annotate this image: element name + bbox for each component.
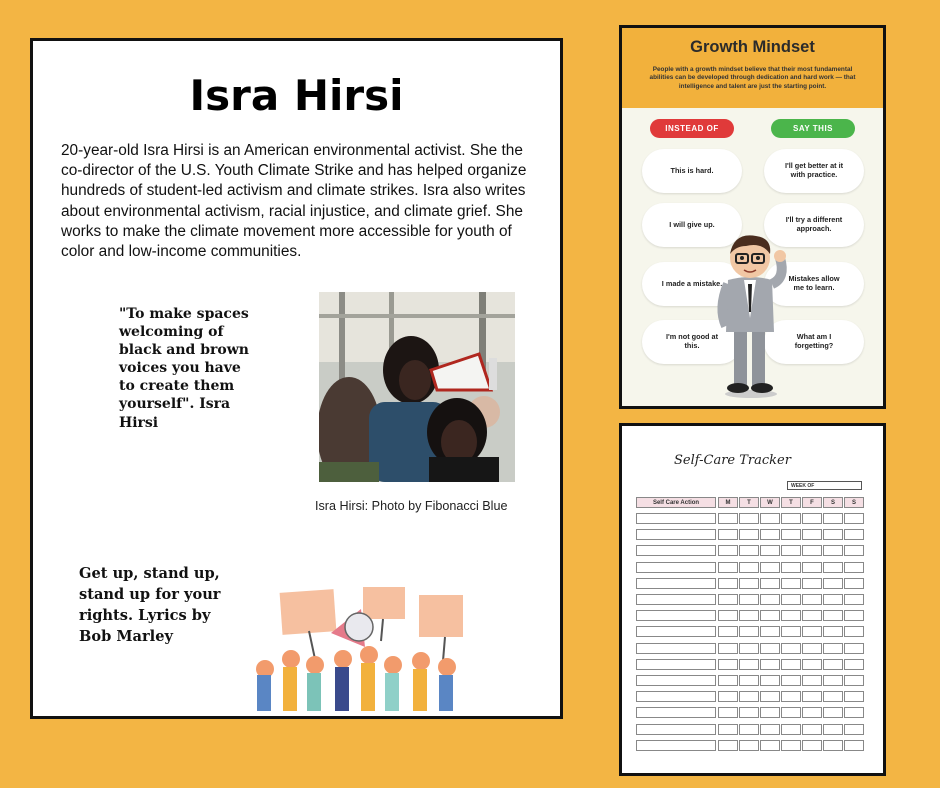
action-cell[interactable] [636, 610, 716, 621]
action-cell[interactable] [636, 545, 716, 556]
day-checkbox-cell[interactable] [760, 562, 780, 573]
day-checkbox-cell[interactable] [802, 562, 822, 573]
day-checkbox-cell[interactable] [802, 740, 822, 751]
day-checkbox-cell[interactable] [823, 659, 843, 670]
day-checkbox-cell[interactable] [760, 578, 780, 589]
day-checkbox-cell[interactable] [718, 562, 738, 573]
action-column-header: Self Care Action [636, 497, 716, 508]
instead-of-pill: INSTEAD OF [650, 119, 734, 138]
day-checkbox-cell[interactable] [781, 594, 801, 605]
day-checkbox-cell[interactable] [718, 513, 738, 524]
day-checkbox-cell[interactable] [739, 707, 759, 718]
instead-bubble: This is hard. [642, 149, 742, 193]
day-checkbox-cell[interactable] [739, 562, 759, 573]
day-checkbox-cell[interactable] [844, 675, 864, 686]
day-checkbox-cell[interactable] [802, 545, 822, 556]
day-checkbox-cell[interactable] [844, 724, 864, 735]
day-checkbox-cell[interactable] [823, 610, 843, 621]
bio-quote: "To make spaces welcoming of black and brown voices you have to create them yourself". Isra Hirsi [119, 306, 249, 431]
day-checkbox-cell[interactable] [718, 545, 738, 556]
day-checkbox-cell[interactable] [739, 529, 759, 540]
day-checkbox-cell[interactable] [718, 594, 738, 605]
action-cell[interactable] [636, 707, 716, 718]
instead-bubble: I made a mistake. [642, 262, 742, 306]
action-cell[interactable] [636, 740, 716, 751]
day-checkbox-cell[interactable] [718, 578, 738, 589]
cartoon-figure [706, 228, 796, 398]
day-checkbox-cell[interactable] [802, 594, 822, 605]
day-checkbox-cell[interactable] [739, 675, 759, 686]
day-checkbox-cell[interactable] [823, 562, 843, 573]
day-checkbox-cell[interactable] [781, 724, 801, 735]
day-column-header: M [718, 497, 738, 508]
growth-mindset-title: Growth Mindset [690, 38, 815, 56]
day-checkbox-cell[interactable] [760, 594, 780, 605]
day-checkbox-cell[interactable] [781, 659, 801, 670]
day-checkbox-cell[interactable] [718, 626, 738, 637]
day-checkbox-cell[interactable] [823, 513, 843, 524]
day-checkbox-cell[interactable] [844, 626, 864, 637]
day-checkbox-cell[interactable] [718, 740, 738, 751]
day-checkbox-cell[interactable] [739, 610, 759, 621]
say-bubble: What am I forgetting? [764, 320, 864, 364]
day-checkbox-cell[interactable] [718, 610, 738, 621]
day-column-header: F [802, 497, 822, 508]
day-checkbox-cell[interactable] [844, 529, 864, 540]
day-checkbox-cell[interactable] [739, 578, 759, 589]
day-checkbox-cell[interactable] [739, 724, 759, 735]
day-checkbox-cell[interactable] [739, 691, 759, 702]
day-checkbox-cell[interactable] [823, 594, 843, 605]
action-cell[interactable] [636, 626, 716, 637]
day-checkbox-cell[interactable] [844, 740, 864, 751]
day-checkbox-cell[interactable] [781, 675, 801, 686]
day-checkbox-cell[interactable] [823, 691, 843, 702]
day-checkbox-cell[interactable] [760, 626, 780, 637]
day-checkbox-cell[interactable] [760, 545, 780, 556]
day-checkbox-cell[interactable] [823, 643, 843, 654]
day-checkbox-cell[interactable] [760, 513, 780, 524]
day-checkbox-cell[interactable] [823, 545, 843, 556]
lyrics-quote: Get up, stand up, stand up for your rights. Lyrics by Bob Marley [79, 565, 221, 645]
day-checkbox-cell[interactable] [718, 529, 738, 540]
growth-mindset-subtitle: People with a growth mindset believe that their most fundamental abilities can be developed through dedication and hard work — that intelligence and talent are just the starting point. [649, 66, 856, 90]
say-bubble: I'll try a different approach. [764, 203, 864, 247]
day-checkbox-cell[interactable] [781, 545, 801, 556]
day-checkbox-cell[interactable] [802, 675, 822, 686]
action-cell[interactable] [636, 513, 716, 524]
day-checkbox-cell[interactable] [781, 529, 801, 540]
day-checkbox-cell[interactable] [739, 626, 759, 637]
day-checkbox-cell[interactable] [844, 659, 864, 670]
day-checkbox-cell[interactable] [760, 691, 780, 702]
day-column-header: W [760, 497, 780, 508]
day-column-header: S [844, 497, 864, 508]
day-checkbox-cell[interactable] [844, 691, 864, 702]
day-checkbox-cell[interactable] [802, 724, 822, 735]
day-checkbox-cell[interactable] [844, 545, 864, 556]
day-checkbox-cell[interactable] [844, 562, 864, 573]
day-checkbox-cell[interactable] [718, 724, 738, 735]
bio-title: Isra Hirsi [189, 71, 404, 120]
day-checkbox-cell[interactable] [760, 740, 780, 751]
day-checkbox-cell[interactable] [781, 610, 801, 621]
day-checkbox-cell[interactable] [718, 707, 738, 718]
instead-bubble: I will give up. [642, 203, 742, 247]
day-checkbox-cell[interactable] [781, 707, 801, 718]
day-checkbox-cell[interactable] [823, 724, 843, 735]
photo-caption: Isra Hirsi: Photo by Fibonacci Blue [315, 499, 508, 513]
day-column-header: T [739, 497, 759, 508]
day-checkbox-cell[interactable] [802, 513, 822, 524]
day-checkbox-cell[interactable] [760, 675, 780, 686]
day-checkbox-cell[interactable] [760, 643, 780, 654]
action-cell[interactable] [636, 594, 716, 605]
day-checkbox-cell[interactable] [739, 740, 759, 751]
day-checkbox-cell[interactable] [823, 740, 843, 751]
day-checkbox-cell[interactable] [802, 707, 822, 718]
say-this-pill: SAY THIS [771, 119, 855, 138]
day-checkbox-cell[interactable] [718, 675, 738, 686]
day-checkbox-cell[interactable] [823, 675, 843, 686]
day-checkbox-cell[interactable] [781, 626, 801, 637]
day-checkbox-cell[interactable] [760, 610, 780, 621]
day-checkbox-cell[interactable] [781, 562, 801, 573]
day-checkbox-cell[interactable] [802, 610, 822, 621]
day-checkbox-cell[interactable] [781, 740, 801, 751]
day-checkbox-cell[interactable] [718, 659, 738, 670]
day-checkbox-cell[interactable] [802, 643, 822, 654]
self-care-title: Self-Care Tracker [674, 453, 791, 468]
action-cell[interactable] [636, 643, 716, 654]
day-column-header: S [823, 497, 843, 508]
day-checkbox-cell[interactable] [760, 659, 780, 670]
day-checkbox-cell[interactable] [739, 513, 759, 524]
day-checkbox-cell[interactable] [823, 529, 843, 540]
day-checkbox-cell[interactable] [802, 578, 822, 589]
day-checkbox-cell[interactable] [802, 529, 822, 540]
day-checkbox-cell[interactable] [802, 659, 822, 670]
say-bubble: I'll get better at it with practice. [764, 149, 864, 193]
day-checkbox-cell[interactable] [718, 643, 738, 654]
day-checkbox-cell[interactable] [823, 626, 843, 637]
day-checkbox-cell[interactable] [823, 707, 843, 718]
action-cell[interactable] [636, 675, 716, 686]
day-checkbox-cell[interactable] [781, 643, 801, 654]
day-checkbox-cell[interactable] [760, 529, 780, 540]
day-checkbox-cell[interactable] [844, 707, 864, 718]
growth-mindset-card [619, 25, 886, 409]
day-checkbox-cell[interactable] [844, 610, 864, 621]
day-checkbox-cell[interactable] [844, 594, 864, 605]
protest-illustration [251, 585, 463, 711]
instead-bubble: I'm not good at this. [642, 320, 742, 364]
action-cell[interactable] [636, 691, 716, 702]
action-cell[interactable] [636, 578, 716, 589]
day-checkbox-cell[interactable] [844, 643, 864, 654]
day-checkbox-cell[interactable] [718, 691, 738, 702]
action-cell[interactable] [636, 562, 716, 573]
action-cell[interactable] [636, 529, 716, 540]
day-checkbox-cell[interactable] [739, 545, 759, 556]
day-checkbox-cell[interactable] [781, 578, 801, 589]
day-checkbox-cell[interactable] [781, 513, 801, 524]
week-of-field[interactable]: WEEK OF [787, 481, 862, 490]
day-checkbox-cell[interactable] [739, 594, 759, 605]
day-column-header: T [781, 497, 801, 508]
day-checkbox-cell[interactable] [739, 659, 759, 670]
activist-photo [319, 292, 515, 482]
day-checkbox-cell[interactable] [760, 724, 780, 735]
bio-paragraph: 20-year-old Isra Hirsi is an American environmental activist. She the co-director of the U.S. Youth Climate Strike and has helped organize hundreds of student-led activism and climate strikes. Isra also writes about environmental activism, racial injustice, and climate grief. She works to make the climate movement more accessible for youth of color and low-income communities. [61, 142, 527, 261]
self-care-tracker-card [619, 423, 886, 776]
day-checkbox-cell[interactable] [802, 691, 822, 702]
day-checkbox-cell[interactable] [760, 707, 780, 718]
day-checkbox-cell[interactable] [844, 513, 864, 524]
action-cell[interactable] [636, 724, 716, 735]
day-checkbox-cell[interactable] [823, 578, 843, 589]
day-checkbox-cell[interactable] [802, 626, 822, 637]
action-cell[interactable] [636, 659, 716, 670]
say-bubble: Mistakes allow me to learn. [764, 262, 864, 306]
day-checkbox-cell[interactable] [781, 691, 801, 702]
bio-card [30, 38, 563, 719]
day-checkbox-cell[interactable] [844, 578, 864, 589]
day-checkbox-cell[interactable] [739, 643, 759, 654]
